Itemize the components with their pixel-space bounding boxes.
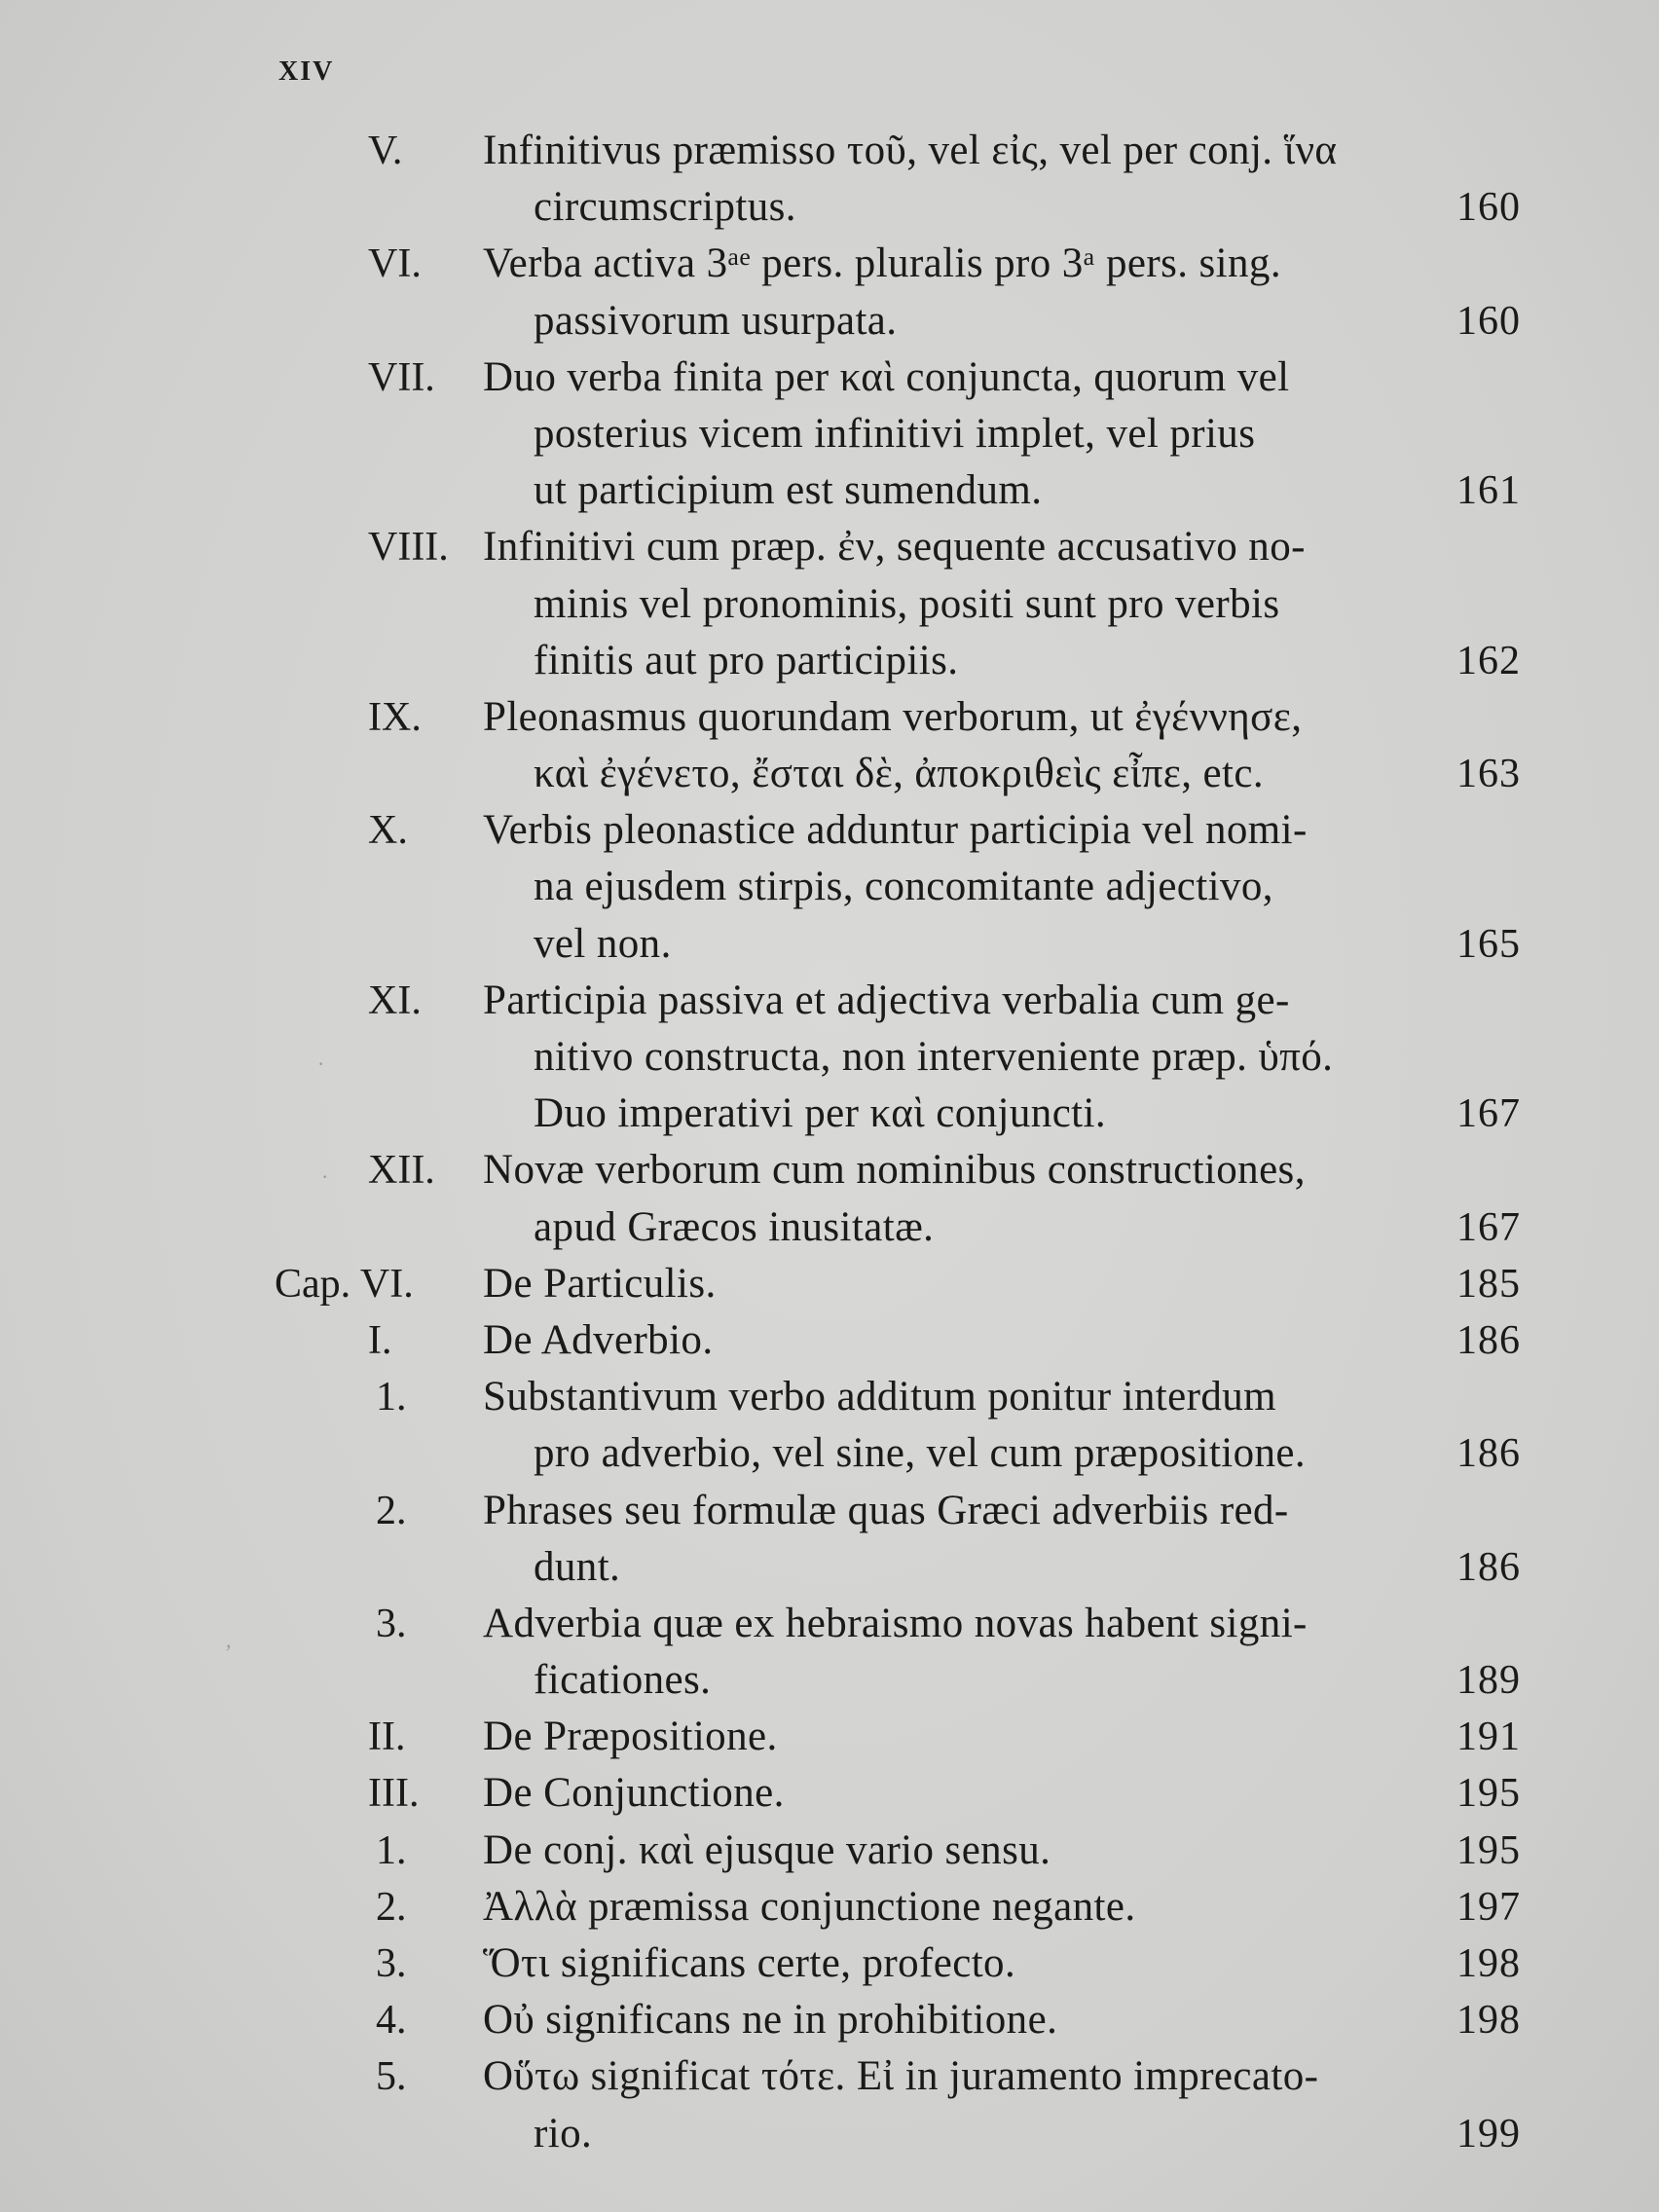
toc-page-number: 195 — [1456, 1771, 1521, 1817]
toc-entry-label: VII. — [368, 354, 435, 400]
toc-page-number: 189 — [1456, 1658, 1521, 1704]
toc-entry-label: 1. — [376, 1827, 407, 1873]
toc-entry — [0, 689, 1659, 802]
toc-entry-text: Substantivum verbo additum ponitur interdum — [483, 1374, 1277, 1420]
toc-line — [0, 1539, 1659, 1596]
toc-line — [0, 179, 1659, 236]
toc-entry — [0, 1879, 1659, 1936]
toc-page-number: 162 — [1456, 638, 1521, 683]
toc-entry — [0, 1709, 1659, 1765]
toc-entry — [0, 802, 1659, 973]
toc-line — [0, 1879, 1659, 1936]
toc-entry-text: circumscriptus. — [534, 184, 796, 231]
toc-page-number: 163 — [1456, 752, 1521, 797]
toc-entry-text: Novæ verborum cum nominibus constructiones, — [483, 1147, 1306, 1194]
toc-entry — [0, 1369, 1659, 1482]
toc-entry-text: Participia passiva et adjectiva verbalia cum ge- — [483, 977, 1290, 1023]
toc-entry — [0, 2048, 1659, 2161]
toc-entry-text: Οὐ significans ne in prohibitione. — [483, 1997, 1058, 2044]
toc-entry-text: Phrases seu formulæ quas Græci adverbiis red- — [483, 1487, 1289, 1533]
toc-page-number: 186 — [1456, 1544, 1521, 1590]
toc-entry-text: καὶ ἐγένετο, ἔσται δὲ, ἀποκριθεὶς εἶπε, etc. — [534, 751, 1265, 797]
toc-entry — [0, 1483, 1659, 1596]
toc-entry-text: Duo imperativi per καὶ conjuncti. — [534, 1090, 1107, 1137]
toc-line — [0, 1823, 1659, 1879]
toc-page-number: 167 — [1456, 1204, 1521, 1250]
toc-entry-text: Duo verba finita per καὶ conjuncta, quorum vel — [483, 353, 1290, 400]
toc-entry-label: 1. — [376, 1375, 407, 1420]
toc-line — [0, 2106, 1659, 2162]
toc-line — [0, 1086, 1659, 1142]
toc-entry-text: De Particulis. — [483, 1260, 717, 1307]
toc-entry-label: IX. — [368, 694, 422, 740]
toc-entry-text: De Præpositione. — [483, 1714, 778, 1760]
toc-line — [0, 1765, 1659, 1822]
toc-entry — [0, 1142, 1659, 1255]
toc-entry — [0, 1936, 1659, 1992]
toc-entry-text: Verbis pleonastice adduntur participia vel nomi- — [483, 807, 1308, 854]
toc-line — [0, 1425, 1659, 1482]
toc-page-number: 160 — [1456, 185, 1521, 231]
toc-entry — [0, 1596, 1659, 1709]
toc-entry-label: VI. — [368, 241, 422, 287]
toc-line — [0, 1142, 1659, 1198]
toc-entry-text: Infinitivi cum præp. ἐν, sequente accusativo no- — [483, 524, 1306, 571]
toc-entry — [0, 1992, 1659, 2048]
toc-entry-label: VIII. — [368, 525, 449, 571]
toc-entry — [0, 236, 1659, 349]
toc-line — [0, 916, 1659, 973]
toc-entry-label: III. — [368, 1771, 420, 1817]
toc-entry-label: XI. — [368, 977, 422, 1023]
toc-line — [0, 1652, 1659, 1709]
toc-line — [0, 1936, 1659, 1992]
toc-entry — [0, 973, 1659, 1143]
toc-line — [0, 859, 1659, 915]
toc-page-number: 167 — [1456, 1091, 1521, 1137]
toc-entry-text: nitivo constructa, non interveniente præp. ὑπό. — [534, 1034, 1334, 1080]
toc-entry — [0, 123, 1659, 236]
toc-entry-label: V. — [368, 129, 403, 173]
margin-smudge: · — [321, 1164, 329, 1189]
toc-line — [0, 406, 1659, 462]
toc-page-number: 186 — [1456, 1431, 1521, 1477]
page-number: XIV — [278, 56, 335, 87]
toc-entry-text: na ejusdem stirpis, concomitante adjectivo, — [534, 864, 1273, 910]
margin-smudge: , — [226, 1628, 232, 1652]
toc-page-number: 199 — [1456, 2111, 1521, 2157]
toc-line — [0, 293, 1659, 350]
toc-line — [0, 519, 1659, 575]
toc-entry-label: 4. — [376, 1998, 407, 2044]
toc-page-number: 198 — [1456, 1998, 1521, 2044]
toc-line — [0, 689, 1659, 746]
toc-page-number: 165 — [1456, 921, 1521, 967]
toc-line — [0, 1312, 1659, 1369]
toc-entry-text: ficationes. — [534, 1657, 712, 1704]
toc-entry-text: Infinitivus præmisso τοῦ, vel εἰς, vel per conj. ἵνα — [483, 128, 1338, 173]
toc-entry-text: Pleonasmus quorundam verborum, ut ἐγέννησε, — [483, 693, 1303, 740]
toc-line — [0, 802, 1659, 859]
toc-line — [0, 462, 1659, 519]
toc-page-number: 197 — [1456, 1884, 1521, 1930]
toc-line — [0, 2048, 1659, 2105]
toc-entry-text: De Adverbio. — [483, 1316, 714, 1363]
toc-line — [0, 1199, 1659, 1256]
toc-entry-text: Verba activa 3ᵃᵉ pers. pluralis pro 3ᵃ pers. sing. — [483, 240, 1281, 287]
toc-page-number: 191 — [1456, 1714, 1521, 1760]
toc-page-number: 198 — [1456, 1941, 1521, 1986]
toc-line — [0, 1709, 1659, 1765]
margin-smudge: · — [317, 1051, 325, 1076]
toc-entry-text: apud Græcos inusitatæ. — [534, 1203, 935, 1250]
toc-line — [0, 1369, 1659, 1425]
toc-entry-text: vel non. — [534, 920, 672, 967]
toc-entry-label: 3. — [376, 1601, 407, 1646]
toc-entry — [0, 1823, 1659, 1879]
toc-entry — [0, 1765, 1659, 1822]
toc-entry-text: pro adverbio, vel sine, vel cum præpositione. — [534, 1430, 1307, 1477]
toc-page-number: 160 — [1456, 298, 1521, 344]
toc-entry — [0, 1312, 1659, 1369]
toc-entry-text: Οὕτω significat τότε. Εἰ in juramento imprecato- — [483, 2053, 1319, 2100]
toc-entry-text: finitis aut pro participiis. — [534, 637, 959, 683]
toc-entry-label: 2. — [376, 1884, 407, 1930]
toc-entry-label: II. — [368, 1714, 406, 1760]
toc-entry-text: posterius vicem infinitivi implet, vel prius — [534, 410, 1256, 457]
toc-line — [0, 633, 1659, 689]
toc-line — [0, 973, 1659, 1029]
toc-page-number: 161 — [1456, 468, 1521, 514]
toc-entry-text: minis vel pronominis, positi sunt pro verbis — [534, 580, 1280, 627]
toc-entry-label: Cap. VI. — [275, 1261, 414, 1307]
toc-entry-text: Ὅτι significans certe, profecto. — [483, 1940, 1016, 1986]
toc-line — [0, 350, 1659, 406]
toc-entry-label: X. — [368, 808, 408, 854]
toc-entry-text: Adverbia quæ ex hebraismo novas habent signi- — [483, 1600, 1308, 1646]
toc-page-number: 186 — [1456, 1317, 1521, 1363]
toc-entry — [0, 350, 1659, 520]
toc-page-number: 195 — [1456, 1827, 1521, 1873]
toc-line — [0, 123, 1659, 179]
toc-line — [0, 236, 1659, 292]
toc-entry-label: 5. — [376, 2054, 407, 2100]
toc-entry-text: De Conjunctione. — [483, 1770, 785, 1817]
toc-entry — [0, 519, 1659, 689]
toc-line — [0, 1029, 1659, 1086]
toc-line — [0, 1992, 1659, 2048]
toc-entry-text: passivorum usurpata. — [534, 297, 898, 344]
toc-entry-label: 3. — [376, 1941, 407, 1986]
toc-entry-label: 2. — [376, 1488, 407, 1533]
toc-line — [0, 746, 1659, 802]
toc-line — [0, 1596, 1659, 1652]
toc-entry-label: I. — [368, 1317, 392, 1363]
toc-line — [0, 1256, 1659, 1312]
toc-entry-text: De conj. καὶ ejusque vario sensu. — [483, 1826, 1051, 1873]
toc-entry-text: Ἀλλὰ præmissa conjunctione negante. — [483, 1883, 1136, 1930]
toc-line — [0, 576, 1659, 633]
toc-entry-text: dunt. — [534, 1543, 621, 1590]
toc-entry-text: ut participium est sumendum. — [534, 467, 1043, 514]
table-of-contents — [0, 123, 1659, 2162]
toc-entry-text: rio. — [534, 2110, 593, 2157]
toc-entry — [0, 1256, 1659, 1312]
toc-entry-label: XII. — [368, 1148, 435, 1194]
toc-page-number: 185 — [1456, 1261, 1521, 1307]
toc-line — [0, 1483, 1659, 1539]
